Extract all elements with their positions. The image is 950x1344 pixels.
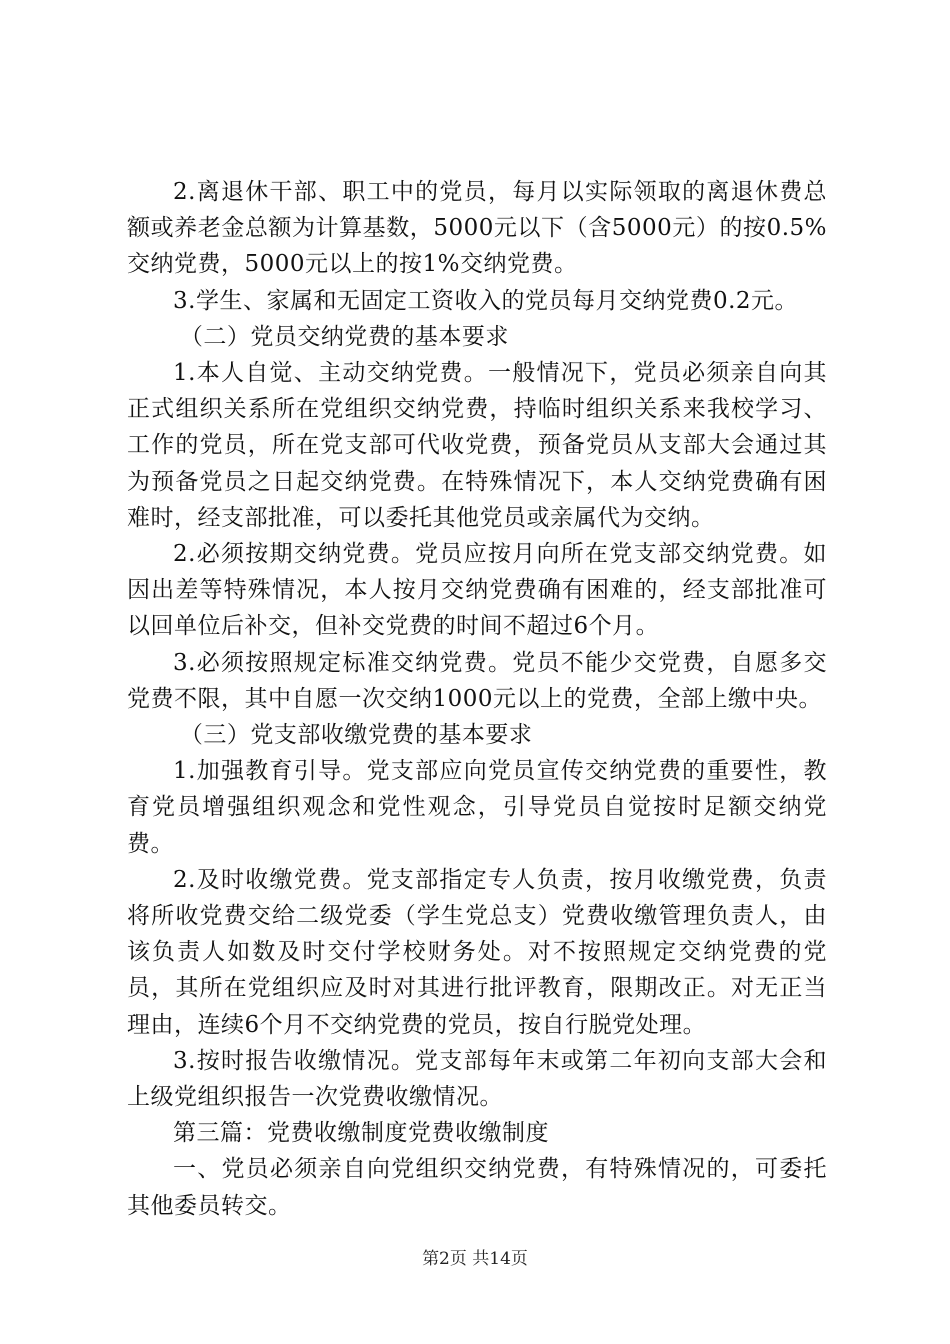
paragraph-report: 3.按时报告收缴情况。党支部每年末或第二年初向支部大会和上级党组织报告一次党费收缴情况。 [127,1047,827,1111]
paragraph-standard-payment: 3.必须按照规定标准交纳党费。党员不能少交党费，自愿多交党费不限，其中自愿一次交纳1000元以上的党费，全部上缴中央。 [127,649,827,712]
paragraph-rule-1: 一、党员必须亲自向党组织交纳党费，有特殊情况的，可委托其他委员转交。 [127,1156,827,1219]
paragraph-student-fee: 3.学生、家属和无固定工资收入的党员每月交纳党费0.2元。 [173,287,799,314]
section-heading-3: （三）党支部收缴党费的基本要求 [179,722,533,749]
document-body [127,174,827,1224]
paragraph-on-time-payment: 2.必须按期交纳党费。党员应按月向所在党支部交纳党费。如因出差等特殊情况，本人按月交纳党费确有困难的，经支部批准可以回单位后补交，但补交党费的时间不超过6个月。 [127,541,827,640]
paragraph-self-payment: 1.本人自觉、主动交纳党费。一般情况下，党员必须亲自向其正式组织关系所在党组织交纳党费，持临时组织关系来我校学习、工作的党员，所在党支部可代收党费，预备党员从支部大会通过其为预备党员之日起交纳党费。在特殊情况下，本人交纳党费确有困难时，经支部批准，可以委托其他党员或亲属代为交纳。 [127,360,827,531]
paragraph-retiree-fee: 2.离退休干部、职工中的党员，每月以实际领取的离退休费总额或养老金总额为计算基数，5000元以下（含5000元）的按0.5%交纳党费，5000元以上的按1%交纳党费。 [127,179,827,278]
page-footer: 第2页 共14页 [422,1249,528,1269]
chapter-title-3: 第三篇：党费收缴制度党费收缴制度 [173,1120,549,1147]
section-heading-2: （二）党员交纳党费的基本要求 [179,323,509,350]
paragraph-timely-collection: 2.及时收缴党费。党支部指定专人负责，按月收缴党费，负责将所收党费交给二级党委（学生党总支）党费收缴管理负责人，由该负责人如数及时交付学校财务处。对不按照规定交纳党费的党员，其所在党组织应及时对其进行批评教育，限期改正。对无正当理由，连续6个月不交纳党费的党员，按自行脱党处理。 [127,866,827,1038]
paragraph-education: 1.加强教育引导。党支部应向党员宣传交纳党费的重要性，教育党员增强组织观念和党性观念，引导党员自觉按时足额交纳党费。 [127,758,827,857]
